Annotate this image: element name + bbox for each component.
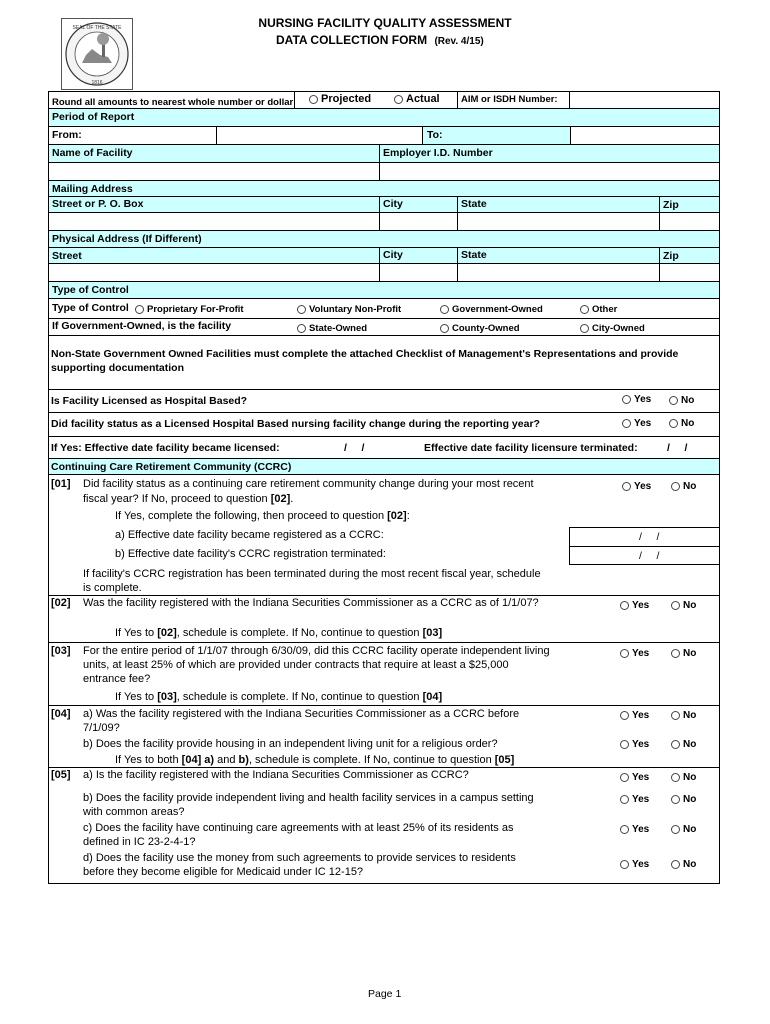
ccrc-header — [48, 458, 720, 475]
effective-licensed-label: If Yes: Effective date facility became licensed: — [51, 442, 280, 454]
mailing-state-input[interactable] — [457, 213, 659, 230]
q05d-no[interactable] — [671, 859, 696, 870]
mailing-state-cell — [457, 197, 458, 212]
control-proprietary[interactable] — [135, 304, 244, 315]
q05c-no-label: No — [683, 824, 697, 835]
q04b-yes-label: Yes — [632, 739, 650, 750]
other-label: Other — [592, 304, 618, 315]
note-divider — [48, 389, 720, 390]
q05a-yes-label: Yes — [632, 772, 650, 783]
physical-title: Physical Address (If Different) — [52, 233, 202, 245]
facility-name-label: Name of Facility — [52, 147, 133, 159]
q03-line2: units, at least 25% of which are provided under contracts that require at least a $25,000 — [83, 659, 509, 671]
state-owned-label: State-Owned — [309, 323, 368, 334]
q02-yes-label: Yes — [632, 600, 650, 611]
q04-note-ref1: [04] a) — [181, 754, 215, 766]
q03-note — [115, 690, 442, 704]
ein-label: Employer I.D. Number — [383, 147, 493, 159]
mailing-zip-input[interactable] — [659, 213, 721, 230]
q05a-no-icon[interactable] — [671, 773, 680, 782]
mailing-state-label: State — [461, 198, 487, 210]
q01-number: [01] — [51, 478, 71, 490]
q03-line3: entrance fee? — [83, 673, 151, 685]
q03-no[interactable] — [671, 648, 696, 659]
q02-note-ref1: [02] — [157, 627, 177, 639]
control-voluntary[interactable] — [297, 304, 401, 315]
q05c-yes-icon[interactable] — [620, 825, 629, 834]
q01a-date[interactable]: / / — [639, 531, 660, 543]
q05b-no-label: No — [683, 794, 697, 805]
q01-line2-text: fiscal year? If No, proceed to question — [83, 493, 271, 505]
status-change-question: Did facility status as a Licensed Hospital Based nursing facility change during the reporting year? — [51, 418, 540, 430]
q02-no-icon[interactable] — [671, 601, 680, 610]
page-number: Page 1 — [368, 988, 402, 1000]
q01-no-label: No — [683, 481, 697, 492]
q04b-yes[interactable] — [620, 739, 649, 750]
projected-radio[interactable] — [309, 93, 371, 105]
q04b-no-icon[interactable] — [671, 740, 680, 749]
q05b-line2: with common areas? — [83, 806, 185, 818]
q01b-date[interactable]: / / — [639, 550, 660, 562]
q05c-yes-label: Yes — [632, 824, 650, 835]
gov-state[interactable] — [297, 323, 367, 334]
q04a-no-label: No — [683, 710, 697, 721]
q05d-yes-icon[interactable] — [620, 860, 629, 869]
q05d-line1: d) Does the facility use the money from such agreements to provide services to residents — [83, 852, 516, 864]
control-divider — [49, 318, 720, 319]
physical-labels — [48, 248, 720, 264]
voluntary-label: Voluntary Non-Profit — [309, 304, 402, 315]
control-government[interactable] — [440, 304, 543, 315]
mailing-zip-cell — [659, 197, 660, 212]
to-cell — [422, 127, 570, 144]
q02-number: [02] — [51, 597, 71, 609]
effective-licensed-date[interactable]: / / — [344, 442, 365, 454]
q04-note-ref2: b) — [238, 754, 249, 766]
q04a-line2: 7/1/09? — [83, 722, 120, 734]
q05a-no-label: No — [683, 772, 697, 783]
city-owned-label: City-Owned — [592, 323, 645, 334]
form-subtitle — [276, 33, 484, 47]
government-radio-icon[interactable] — [440, 305, 449, 314]
q01-note1: If facility's CCRC registration has been terminated during the most recent fiscal year, schedule — [83, 568, 541, 580]
q05c-line1: c) Does the facility have continuing care agreements with at least 25% of its residents as — [83, 822, 514, 834]
gov-city[interactable] — [580, 323, 645, 334]
physical-city-input[interactable] — [379, 264, 457, 281]
ein-input[interactable] — [379, 163, 721, 180]
control-title: Type of Control — [52, 284, 129, 296]
q02-yes-icon[interactable] — [620, 601, 629, 610]
q05b-yes-label: Yes — [632, 794, 650, 805]
q01-line2: fiscal year? If No, proceed to question [02]. — [83, 493, 294, 505]
physical-city-cell — [379, 248, 380, 263]
hospital-no-label: No — [681, 395, 695, 406]
physical-state-input[interactable] — [457, 264, 659, 281]
status-no[interactable] — [669, 418, 694, 429]
q05a-yes[interactable] — [620, 772, 649, 783]
mailing-city-cell — [379, 197, 380, 212]
q01-yes[interactable] — [622, 481, 651, 492]
q02-note — [115, 626, 442, 640]
q04-number: [04] — [51, 708, 71, 720]
q01-instruction: If Yes, complete the following, then proceed to question [02]: — [115, 510, 410, 522]
control-note: Non-State Government Owned Facilities must complete the attached Checklist of Management's Representations and provide supporting documentation — [51, 348, 679, 374]
q03-no-label: No — [683, 648, 697, 659]
svg-text:1816: 1816 — [91, 80, 103, 86]
q04a-no[interactable] — [671, 710, 696, 721]
q05d-no-icon[interactable] — [671, 860, 680, 869]
projected-label: Projected — [321, 93, 372, 105]
status-yes[interactable] — [622, 418, 651, 429]
q05d-no-label: No — [683, 859, 697, 870]
q03-divider — [48, 642, 720, 643]
mailing-city-input[interactable] — [379, 213, 457, 230]
q05b-no-icon[interactable] — [671, 795, 680, 804]
period-header — [48, 109, 720, 127]
gov-owned-label: If Government-Owned, is the facility — [52, 320, 232, 332]
state-owned-radio-icon[interactable] — [297, 324, 306, 333]
actual-radio[interactable] — [394, 93, 440, 105]
physical-zip-cell — [659, 248, 660, 263]
to-label: To: — [427, 129, 443, 141]
q03-note-a: If Yes to — [115, 691, 158, 703]
status-yes-icon[interactable] — [622, 419, 631, 428]
q04b-yes-icon[interactable] — [620, 740, 629, 749]
q01-yes-label: Yes — [634, 481, 652, 492]
q05c-no[interactable] — [671, 824, 696, 835]
physical-header — [48, 231, 720, 248]
subtitle-text: DATA COLLECTION FORM — [276, 33, 428, 47]
hospital-yes[interactable] — [622, 394, 651, 405]
q04b-no-label: No — [683, 739, 697, 750]
q02-note-b: , schedule is complete. If No, continue to question — [176, 627, 423, 639]
q01-date-divider — [569, 546, 720, 547]
q04-note — [115, 753, 514, 767]
control-label: Type of Control — [52, 302, 129, 314]
q03-line1: For the entire period of 1/1/07 through 6/30/09, did this CCRC facility operate independent living — [83, 645, 550, 657]
q03-yes-icon[interactable] — [620, 649, 629, 658]
q04a-no-icon[interactable] — [671, 711, 680, 720]
effective-terminated-label: Effective date facility licensure terminated: — [424, 442, 638, 454]
q03-note-ref1: [03] — [157, 691, 177, 703]
physical-city-label: City — [383, 249, 403, 261]
hospital-divider — [48, 412, 720, 413]
q04-note-a: If Yes to both — [115, 754, 182, 766]
projected-cell — [294, 92, 295, 109]
q05c-yes[interactable] — [620, 824, 649, 835]
from-label: From: — [52, 129, 82, 141]
q01-note2: is complete. — [83, 582, 142, 594]
q03-no-icon[interactable] — [671, 649, 680, 658]
city-owned-radio-icon[interactable] — [580, 324, 589, 333]
mailing-inputs — [48, 213, 720, 231]
q05b-yes[interactable] — [620, 794, 649, 805]
mailing-street-label: Street or P. O. Box — [52, 198, 144, 210]
q04a-yes-icon[interactable] — [620, 711, 629, 720]
proprietary-radio-icon[interactable] — [135, 305, 144, 314]
physical-zip-label: Zip — [663, 250, 679, 262]
mailing-title: Mailing Address — [52, 183, 133, 195]
q05c-no-icon[interactable] — [671, 825, 680, 834]
q05d-yes[interactable] — [620, 859, 649, 870]
q04a-line1: a) Was the facility registered with the Indiana Securities Commissioner as a CCRC before — [83, 708, 520, 720]
proprietary-label: Proprietary For-Profit — [147, 304, 244, 315]
q05a-no[interactable] — [671, 772, 696, 783]
q04-note-b: , schedule is complete. If No, continue to question — [248, 754, 495, 766]
q01-yes-icon[interactable] — [622, 482, 631, 491]
q01-instruction-text: If Yes, complete the following, then proceed to question — [115, 510, 388, 522]
status-no-label: No — [681, 418, 695, 429]
q05d-yes-label: Yes — [632, 859, 650, 870]
mailing-labels — [48, 197, 720, 213]
actual-radio-icon[interactable] — [394, 95, 403, 104]
q02-no-label: No — [683, 600, 697, 611]
facility-input-row — [48, 163, 720, 181]
q01-line2-ref: [02] — [270, 493, 291, 505]
hospital-yes-icon[interactable] — [622, 395, 631, 404]
mailing-zip-label: Zip — [663, 199, 679, 211]
voluntary-radio-icon[interactable] — [297, 305, 306, 314]
hospital-no-icon[interactable] — [669, 396, 678, 405]
physical-street-label: Street — [52, 250, 82, 262]
q02-note-ref2: [03] — [422, 627, 443, 639]
aim-label: AIM or ISDH Number: — [461, 94, 558, 105]
mailing-header — [48, 181, 720, 197]
round-note: Round all amounts to nearest whole number or dollar — [52, 97, 294, 108]
projected-radio-icon[interactable] — [309, 95, 318, 104]
government-label: Government-Owned — [452, 304, 543, 315]
ein-cell — [379, 145, 380, 162]
hospital-question: Is Facility Licensed as Hospital Based? — [51, 395, 248, 407]
form-title: NURSING FACILITY QUALITY ASSESSMENT — [258, 16, 512, 30]
q01-no[interactable] — [671, 481, 696, 492]
q01a-label: a) Effective date facility became registered as a CCRC: — [115, 529, 384, 541]
physical-state-label: State — [461, 249, 487, 261]
svg-text:SEAL OF THE STATE: SEAL OF THE STATE — [72, 25, 122, 31]
q01-instruction-ref: [02] — [387, 510, 407, 522]
hospital-yes-label: Yes — [634, 394, 652, 405]
status-divider — [48, 436, 720, 437]
q01-no-icon[interactable] — [671, 482, 680, 491]
facility-header — [48, 145, 720, 163]
period-row — [48, 127, 720, 145]
q03-note-ref2: [04] — [422, 691, 443, 703]
q05a-text: a) Is the facility registered with the Indiana Securities Commissioner as CCRC? — [83, 769, 469, 781]
hospital-no[interactable] — [669, 395, 694, 406]
q01b-label: b) Effective date facility's CCRC registration terminated: — [115, 548, 386, 560]
q05b-yes-icon[interactable] — [620, 795, 629, 804]
aim-divider — [457, 92, 458, 109]
mailing-street-input[interactable] — [49, 213, 379, 230]
q03-note-b: , schedule is complete. If No, continue to question — [176, 691, 423, 703]
control-header — [48, 282, 720, 299]
control-section — [48, 299, 720, 336]
physical-state-cell — [457, 248, 458, 263]
actual-label: Actual — [406, 93, 440, 105]
q04-divider — [48, 705, 720, 706]
physical-street-input[interactable] — [49, 264, 379, 281]
gov-county[interactable] — [440, 323, 520, 334]
q02-note-a: If Yes to — [115, 627, 158, 639]
status-no-icon[interactable] — [669, 419, 678, 428]
from-input[interactable] — [216, 127, 422, 144]
q05b-no[interactable] — [671, 794, 696, 805]
aim-input[interactable] — [569, 92, 721, 109]
q04-note-and: and — [214, 754, 239, 766]
q04a-yes[interactable] — [620, 710, 649, 721]
q05a-yes-icon[interactable] — [620, 773, 629, 782]
q04a-yes-label: Yes — [632, 710, 650, 721]
q04-note-ref3: [05] — [494, 754, 515, 766]
q03-yes-label: Yes — [632, 648, 650, 659]
physical-inputs — [48, 264, 720, 282]
q05-number: [05] — [51, 769, 71, 781]
effective-terminated-date[interactable]: / / — [667, 442, 688, 454]
q03-number: [03] — [51, 645, 71, 657]
other-radio-icon[interactable] — [580, 305, 589, 314]
q05c-line2: defined in IC 23-2-4-1? — [83, 836, 196, 848]
mailing-city-label: City — [383, 198, 403, 210]
to-input[interactable] — [570, 127, 721, 144]
status-yes-label: Yes — [634, 418, 652, 429]
q04b-no[interactable] — [671, 739, 696, 750]
period-title: Period of Report — [52, 111, 135, 123]
q04b-text: b) Does the facility provide housing in an independent living unit for a religious order? — [83, 738, 498, 750]
q02-yes[interactable] — [620, 600, 649, 611]
q02-text: Was the facility registered with the Indiana Securities Commissioner as a CCRC as of 1/1/07? — [83, 597, 539, 609]
q03-yes[interactable] — [620, 648, 649, 659]
q05d-line2: before they become eligible for Medicaid under IC 12-15? — [83, 866, 364, 878]
q02-no[interactable] — [671, 600, 696, 611]
county-owned-label: County-Owned — [452, 323, 520, 334]
q05b-line1: b) Does the facility provide independent living and health facility services in a campus setting — [83, 792, 534, 804]
control-other[interactable] — [580, 304, 617, 315]
physical-zip-input[interactable] — [659, 264, 721, 281]
county-owned-radio-icon[interactable] — [440, 324, 449, 333]
ccrc-title: Continuing Care Retirement Community (CCRC) — [51, 461, 292, 473]
top-row — [48, 91, 720, 109]
facility-name-input[interactable] — [49, 163, 379, 180]
revision: (Rev. 4/15) — [434, 36, 484, 47]
q01-line1: Did facility status as a continuing care retirement community change during your most recent — [83, 478, 534, 490]
